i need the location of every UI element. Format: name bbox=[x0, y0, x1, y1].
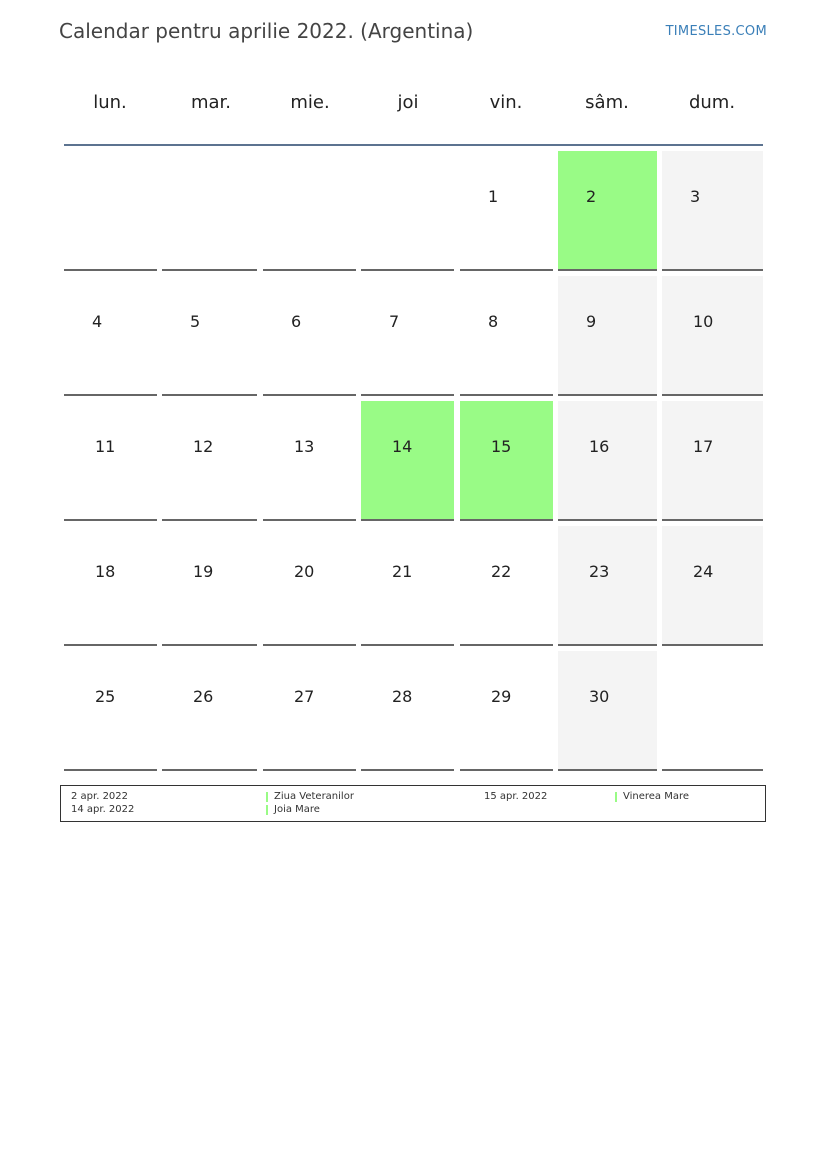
day-number: 21 bbox=[392, 562, 413, 581]
weekday-label: lun. bbox=[93, 92, 127, 113]
weekday-label: mie. bbox=[290, 92, 330, 113]
day-cell[interactable] bbox=[460, 151, 553, 271]
legend-holiday-name: Joia Mare bbox=[274, 804, 320, 815]
day-number: 4 bbox=[92, 312, 103, 331]
day-cell[interactable] bbox=[64, 651, 157, 771]
day-number: 23 bbox=[589, 562, 610, 581]
day-cell[interactable] bbox=[662, 526, 763, 646]
day-number: 13 bbox=[294, 437, 315, 456]
day-cell[interactable] bbox=[64, 401, 157, 521]
day-cell[interactable] bbox=[162, 526, 257, 646]
legend-holiday-name: Ziua Veteranilor bbox=[274, 791, 354, 802]
day-cell[interactable] bbox=[361, 526, 454, 646]
day-number: 30 bbox=[589, 687, 610, 706]
weekday-label: mar. bbox=[190, 92, 232, 113]
day-number: 27 bbox=[294, 687, 315, 706]
empty-cell bbox=[361, 151, 454, 271]
holiday-legend bbox=[60, 785, 766, 822]
day-cell-holiday[interactable] bbox=[460, 401, 553, 521]
day-cell[interactable] bbox=[64, 276, 157, 396]
legend-holiday-name: Vinerea Mare bbox=[623, 791, 690, 802]
calendar-grid bbox=[64, 146, 763, 771]
day-number: 8 bbox=[488, 312, 499, 331]
day-number: 5 bbox=[190, 312, 201, 331]
day-number: 12 bbox=[193, 437, 214, 456]
weekday-label: dum. bbox=[688, 92, 736, 113]
day-cell[interactable] bbox=[558, 651, 657, 771]
empty-cell bbox=[64, 151, 157, 271]
brand-link[interactable]: TIMESLES.COM bbox=[665, 24, 767, 39]
day-cell[interactable] bbox=[263, 401, 356, 521]
weekday-label: vin. bbox=[489, 92, 523, 113]
holiday-color-marker bbox=[615, 792, 617, 802]
day-number: 26 bbox=[193, 687, 214, 706]
weekday-label: joi bbox=[397, 92, 419, 113]
day-cell[interactable] bbox=[361, 276, 454, 396]
legend-date: 15 apr. 2022 bbox=[484, 791, 548, 802]
day-number: 28 bbox=[392, 687, 413, 706]
day-cell[interactable] bbox=[558, 276, 657, 396]
day-cell[interactable] bbox=[361, 651, 454, 771]
day-number: 29 bbox=[491, 687, 512, 706]
day-cell[interactable] bbox=[558, 526, 657, 646]
day-cell[interactable] bbox=[558, 401, 657, 521]
day-cell[interactable] bbox=[662, 151, 763, 271]
day-number: 19 bbox=[193, 562, 214, 581]
day-cell[interactable] bbox=[162, 401, 257, 521]
legend-date: 2 apr. 2022 bbox=[71, 791, 129, 802]
legend-date: 14 apr. 2022 bbox=[71, 804, 135, 815]
day-number: 18 bbox=[95, 562, 116, 581]
empty-cell bbox=[162, 151, 257, 271]
day-cell[interactable] bbox=[162, 651, 257, 771]
day-cell[interactable] bbox=[662, 401, 763, 521]
day-cell-holiday[interactable] bbox=[558, 151, 657, 271]
day-number: 6 bbox=[291, 312, 302, 331]
day-number: 11 bbox=[95, 437, 116, 456]
weekday-label: sâm. bbox=[585, 92, 629, 113]
day-number: 3 bbox=[690, 187, 701, 206]
calendar bbox=[64, 60, 763, 771]
day-number: 20 bbox=[294, 562, 315, 581]
day-number: 15 bbox=[491, 437, 512, 456]
day-number: 9 bbox=[586, 312, 597, 331]
day-number: 16 bbox=[589, 437, 610, 456]
day-number: 10 bbox=[693, 312, 714, 331]
empty-cell bbox=[263, 151, 356, 271]
empty-cell bbox=[662, 651, 763, 771]
day-cell[interactable] bbox=[162, 276, 257, 396]
day-number: 7 bbox=[389, 312, 400, 331]
day-number: 2 bbox=[586, 187, 597, 206]
day-cell-holiday[interactable] bbox=[361, 401, 454, 521]
day-number: 25 bbox=[95, 687, 116, 706]
day-cell[interactable] bbox=[64, 526, 157, 646]
day-cell[interactable] bbox=[263, 526, 356, 646]
day-cell[interactable] bbox=[662, 276, 763, 396]
holiday-color-marker bbox=[266, 805, 268, 815]
day-cell[interactable] bbox=[263, 276, 356, 396]
day-number: 24 bbox=[693, 562, 714, 581]
day-number: 22 bbox=[491, 562, 512, 581]
day-number: 1 bbox=[488, 187, 499, 206]
page-title: Calendar pentru aprilie 2022. (Argentina) bbox=[59, 19, 474, 43]
day-number: 17 bbox=[693, 437, 714, 456]
holiday-color-marker bbox=[266, 792, 268, 802]
day-cell[interactable] bbox=[460, 526, 553, 646]
day-cell[interactable] bbox=[263, 651, 356, 771]
day-number: 14 bbox=[392, 437, 413, 456]
day-cell[interactable] bbox=[460, 651, 553, 771]
day-cell[interactable] bbox=[460, 276, 553, 396]
weekday-header bbox=[64, 60, 763, 146]
